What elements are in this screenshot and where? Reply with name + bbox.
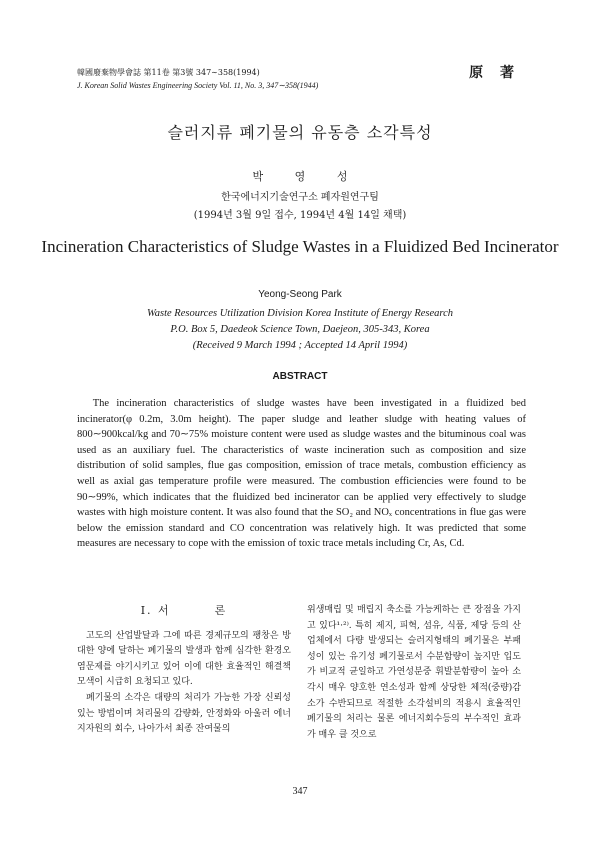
journal-citation-korean: 韓國廢棄物學會誌 第11卷 第3號 347∼358(1994) [77,68,260,77]
page-number: 347 [292,786,308,797]
author-char: 박 [252,170,264,183]
journal-citation-english: J. Korean Solid Wastes Engineering Society Vol. 11, No. 3, 347∼358(1944) [77,81,319,90]
english-title: Incineration Characteristics of Sludge Wastes in a Fluidized Bed Incinerator [41,237,559,256]
affiliation-line: Waste Resources Utilization Division Korea Institute of Energy Research [146,308,453,319]
korean-affiliation: 한국에너지기술연구소 폐자원연구팀 [221,192,379,203]
author-char: 영 [294,170,306,183]
korean-author [0,168,600,184]
intro-paragraph-1: 고도의 산업발달과 그에 따른 경제규모의 팽창은 방대한 양에 달하는 폐기물의 발생과 함께 심각한 환경오염문제를 야기시키고 있어 이에 대한 효율적인 해결책 모색이 시급히 요청되고 있다. [77,630,291,688]
section-heading [77,603,291,619]
received-dates: (Received 9 March 1994 ; Accepted 14 April 1994) [192,340,408,351]
intro-paragraph-2: 폐기물의 소각은 대량의 처리가 가능한 가장 신뢰성 있는 방법이며 처리물의 감량화, 안정화와 아울러 에너지자원의 회수, 나아가서 최종 잔여물의 [77,692,291,735]
english-affiliation [0,306,600,354]
journal-header [77,66,318,92]
korean-title: 슬러지류 폐기물의 유동층 소각특성 [167,123,433,142]
article-type-badge: 原 著 [469,65,520,81]
section-word: 론 [214,604,228,617]
abstract-heading: ABSTRACT [272,371,328,382]
korean-dates: (1994년 3월 9일 접수, 1994년 4월 14일 채택) [193,210,407,221]
section-number: I. 서 [140,604,171,617]
abstract-body: The incineration characteristics of sludge wastes have been investigated in a fluidized bed incinerator(φ 0.2m, 3.0m height). The paper sludge and leather sludge with heating values of 800∼900kcal/kg and 70∼75% moisture content were used as sludge wastes and the bituminous coal was used as an auxiliary fuel. The characteristics of waste incineration such as composition and size distribution of solid samples, flue gas composition, emission of trace metals, combustion efficiency as well as axial gas temperature profile were measured. The combustion efficiencies were found to be 90∼99%, which indicates that the fluidized bed incinerator can be applied very effectively to sludge wastes with high moisture content. It was also found that the SO₂ and NOₓ concentrations in flue gas were below the emission standard and CO concentration was relatively high. It was predicted that some measures are necessary to cope with the emission of toxic trace metals including Cr, As, Cd. [77,398,526,550]
right-column [307,603,521,743]
author-char: 성 [336,170,348,183]
left-column [77,603,291,738]
affiliation-address: P.O. Box 5, Daedeok Science Town, Daejeon, 305-343, Korea [170,324,430,335]
english-author: Yeong-Seong Park [258,289,342,300]
intro-paragraph-continued: 위생매립 및 매립지 축소를 가능케하는 큰 장점을 가지고 있다¹·²⁾. 특히 제지, 피혁, 섬유, 식품, 제당 등의 산업체에서 다량 발생되는 슬러지형태의 폐기물은 부패성이 있는 유기성 폐기물로서 수분함량이 높지만 입도가 비교적 균일하고 가연성분중 휘발분함량이 높아 소각시 매우 양호한 연소성과 함께 상당한 체적(중량)감소가 수반되므로 적절한 소각설비의 적용시 효율적인 폐기물의 처리는 물론 에너지회수등의 부수적인 효과가 매우 클 것으로 [307,605,521,740]
